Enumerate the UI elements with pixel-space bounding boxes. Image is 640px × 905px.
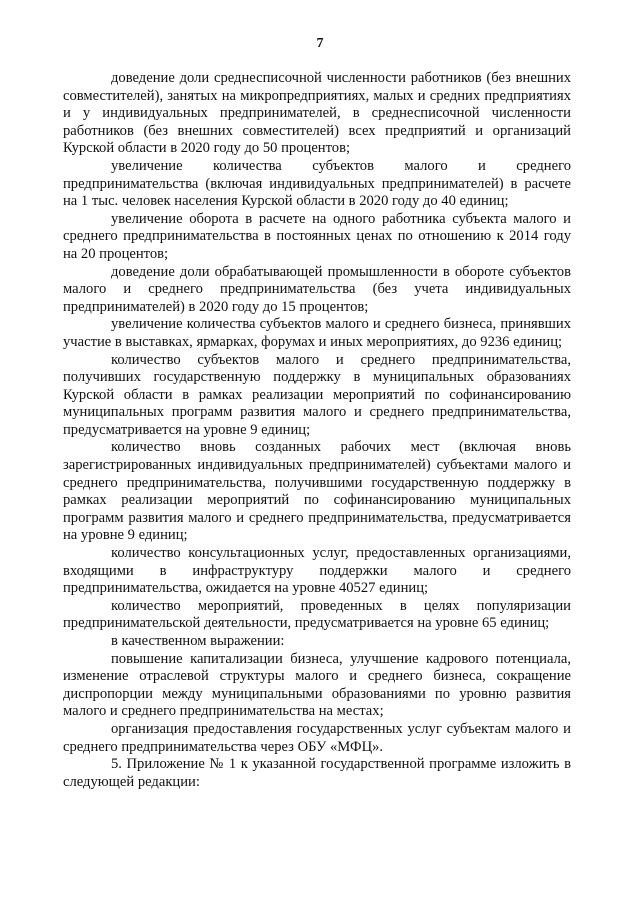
paragraph-appendix-amendment: 5. Приложение № 1 к указанной государственной программе изложить в следующей редакции: xyxy=(63,756,571,790)
paragraph-sme-count: увеличение количества субъектов малого и среднего предпринимательства (включая индивидуальных предпринимателей) в расчете на 1 тыс. человек населения Курской области в 2020 году до 40 единиц; xyxy=(63,157,571,210)
paragraph-new-jobs: количество вновь созданных рабочих мест (включая вновь зарегистрированных индивидуальных предпринимателей) субъектами малого и среднего предпринимательства, получившими государственную поддержку в рамках реализации мероприятий по софинансированию муниципальных программ развития малого и среднего предпринимательства, предусматривается на уровне 9 единиц; xyxy=(63,439,571,544)
paragraph-municipal-support: количество субъектов малого и среднего предпринимательства, получивших государственную поддержку в муниципальных образованиях Курской области в рамках реализации мероприятий по софинансированию муниципальных программ развития малого и среднего предпринимательства, предусматривается на уровне 9 единиц; xyxy=(63,351,571,438)
paragraph-manufacturing-share: доведение доли обрабатывающей промышленности в обороте субъектов малого и среднего предпринимательства (без учета индивидуальных предпринимателей) в 2020 году до 15 процентов; xyxy=(63,263,571,315)
paragraph-qualitative-heading: в качественном выражении: xyxy=(111,633,285,649)
paragraph-mfc-services: организация предоставления государственных услуг субъектам малого и среднего предпринимательства через ОБУ «МФЦ». xyxy=(63,720,571,755)
paragraph-popularization-events: количество мероприятий, проведенных в целях популяризации предпринимательской деятельности, предусматривается на уровне 65 единиц; xyxy=(63,597,571,632)
paragraph-capitalization: повышение капитализации бизнеса, улучшение кадрового потенциала, изменение отраслевой структуры малого и среднего бизнеса, сокращение диспропорции между муниципальными образованиями по уровню развития малого и среднего предпринимательства на местах; xyxy=(63,650,571,720)
page-number: 7 xyxy=(316,36,324,51)
paragraph-exhibitions: увеличение количества субъектов малого и среднего бизнеса, принявших участие в выставках, ярмарках, форумах и иных мероприятиях, до 9236 единиц; xyxy=(63,316,571,350)
document-body xyxy=(63,70,571,791)
paragraph-consulting-services: количество консультационных услуг, предоставленных организациями, входящими в инфраструктуру поддержки малого и среднего предпринимательства, ожидается на уровне 40527 единиц; xyxy=(63,545,571,597)
paragraph-turnover: увеличение оборота в расчете на одного работника субъекта малого и среднего предпринимательства в постоянных ценах по отношению к 2014 году на 20 процентов; xyxy=(63,210,571,262)
paragraph-employment-share: доведение доли среднесписочной численности работников (без внешних совместителей), занятых на микропредприятиях, малых и средних предприятиях и у индивидуальных предпринимателей, в среднесписочной численности работников (без внешних совместителей) всех предприятий и организаций Курской области в 2020 году до 50 процентов; xyxy=(63,70,571,157)
